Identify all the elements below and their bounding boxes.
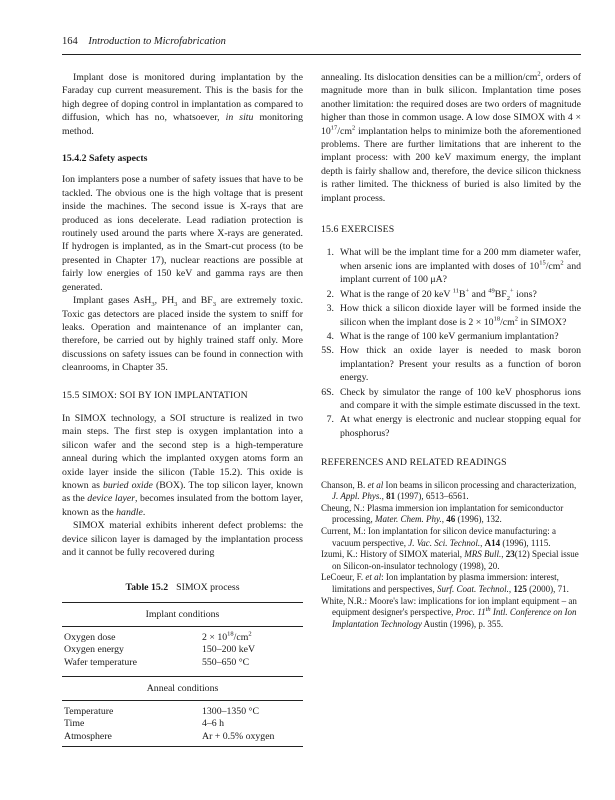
- list-item: 6S. Check by simulator the range of 100 keV phosphorus ions and compare it with the simple estimate discussed in the text.: [321, 386, 581, 411]
- reference-item: LeCoeur, F. et al: Ion implantation by plasma immersion: interest, limitations and perspectives, Surf. Coat. Technol., 125 (2000), 71.: [321, 572, 569, 594]
- paragraph: Implant gases AsH$_3$, $PH_3$ and $BF_3$ are extremely toxic. Toxic gas detectors are placed inside the system to sniff for leaks. Operation and maintenance of an implanter can, therefore, be carried out by highly trained staff only. More discussions on safety issues can be found in connection with cleanrooms, in Chapter 35.: [62, 295, 303, 374]
- section-heading: REFERENCES AND RELATED READINGS: [321, 457, 507, 469]
- left-column: [62, 71, 303, 747]
- reference-item: Current, M.: Ion implantation for silicon device manufacturing: a vacuum perspective, J. Vac. Sci. Technol., A14 (1996), 1115.: [321, 525, 556, 548]
- exercise-list: [321, 246, 581, 440]
- table-row: Atmosphere Ar + 0.5% oxygen: [64, 730, 275, 742]
- running-title: Introduction to Microfabrication: [88, 36, 226, 47]
- paragraph: Implant dose is monitored during implantation by the Faraday cup current measurement. This is the basis for the high degree of doping control in implantation as compared to diffusion, which has no, whatsoever, in situ monitoring method.: [62, 72, 303, 137]
- reference-item: Cheung, N.: Plasma immersion ion implantation for semiconductor processing, Mater. Chem. Phy., 46 (1996), 132.: [321, 502, 564, 525]
- header-rule: [62, 54, 581, 55]
- reference-item: Chanson, B. et al Ion beams in silicon processing and characterization, J. Appl. Phys., 81 (1997), 6513–6561.: [321, 479, 577, 502]
- reference-item: White, N.R.: Moore's law: implications for ion implant equipment – an equipment designer's perspective, Proc. 11th Intl. Conference on Ion Implantation Technology Austin (1996), p. 355.: [321, 595, 577, 629]
- right-column: [321, 71, 581, 630]
- simox-table: [62, 602, 303, 747]
- section-heading: 15.6 EXERCISES: [321, 224, 395, 236]
- table-group-heading: Anneal conditions: [62, 676, 303, 701]
- list-item: 5S. How thick an oxide layer is needed to mask boron implantation? Present your results as a function of boron energy.: [321, 345, 581, 384]
- section-heading: 15.4.2 Safety aspects: [62, 153, 148, 165]
- paragraph: In SIMOX technology, a SOI structure is realized in two main steps. The first step is oxygen implantation into a silicon wafer and the second step is a high-temperature anneal during which the implanted oxygen atoms form an oxide layer inside the silicon (Table 15.2). This oxide is known as buried oxide (BOX). The top silicon layer, known as the device layer, becomes insulated from the bottom layer, known as the handle.: [62, 412, 304, 518]
- list-item: 1. What will be the implant time for a 200 mm diameter wafer, when arsenic ions are implanted with doses of $10^{15}/cm^2$ and implant current of 100 μA?: [326, 247, 581, 286]
- table-row: Oxygen dose $2 \times 10^{18}/cm^2$: [64, 630, 252, 644]
- paragraph: annealing. Its dislocation densities can be a million/$cm^2$, orders of magnitude more than in bulk silicon. Implantation time poses another limitation: the required doses are two orders of magnitude higher than those in common usage. A low dose SIMOX with $4 \times 10^{17}/cm^2$ implantation helps to minimize both the aforementioned problems. There are further limitations that are inherent to the implant process: with 200 keV maximum energy, the implant depth is fairly shallow and, therefore, the device silicon thickness is rather limited. The thickness of buried is also limited by the implant process.: [321, 70, 581, 204]
- table-caption: Table 15.2 SIMOX process: [125, 582, 240, 594]
- list-item: 7. At what energy is electronic and nuclear stopping equal for phosphorus?: [326, 414, 581, 439]
- section-heading: 15.5 SIMOX: SOI BY ION IMPLANTATION: [62, 389, 248, 401]
- list-item: 4. What is the range of 100 keV germanium implantation?: [326, 330, 559, 342]
- table-group-heading: Implant conditions: [62, 603, 303, 627]
- list-item: 2. What is the range of 20 keV $^{11}$B+ and $^{49}BF_2^+$ ions?: [326, 287, 537, 302]
- table-row: Oxygen energy 150–200 keV: [64, 644, 256, 656]
- reference-list: [321, 480, 581, 631]
- running-header: [62, 36, 582, 47]
- table-row: Wafer temperature 550–650 °C: [64, 656, 250, 668]
- page-number: 164: [62, 36, 78, 47]
- paragraph: SIMOX material exhibits inherent defect problems: the device silicon layer is damaged by the implantation process and it cannot be fully recovered during: [62, 520, 303, 558]
- reference-item: Izumi, K.: History of SIMOX material, MRS Bull., 23(12) Special issue on Silicon-on-insulator technology (1998), 20.: [321, 549, 579, 571]
- paragraph: Ion implanters pose a number of safety issues that have to be tackled. The obvious one is the high voltage that is present inside the machines. The second issue is X-rays that are produced as ions decelerate. Lead radiation protection is routinely used around the parts where X-rays are generated. If hydrogen is implanted, as in the Smart-cut process (to be presented in Chapter 17), nuclear reactions are possible at fairly low energies of 150 keV and gamma rays are then generated.: [62, 174, 303, 293]
- table-row: Temperature 1300–1350 °C: [64, 706, 259, 718]
- table-row: Time 4–6 h: [64, 718, 225, 730]
- list-item: 3. How thick a silicon dioxide layer will be formed inside the silicon when the implant dose is $2 \times 10^{18}/cm^2$ in SIMOX?: [326, 303, 581, 328]
